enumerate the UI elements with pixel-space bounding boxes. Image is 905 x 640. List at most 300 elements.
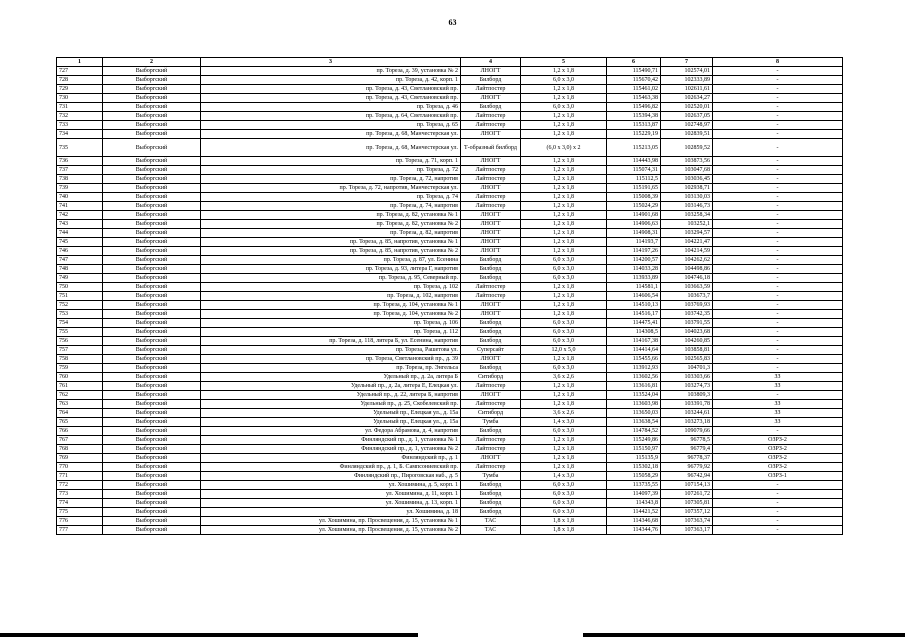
address-cell: пр. Тореза, д. 118, литера Б, ул. Есенина, напротив: [201, 337, 461, 346]
size-cell: 3,6 x 2,6: [521, 409, 607, 418]
size-cell: 6,0 x 3,0: [521, 490, 607, 499]
size-cell: 1,2 x 1,8: [521, 121, 607, 130]
size-cell: 1,2 x 1,8: [521, 166, 607, 175]
size-cell: 1,4 x 3,0: [521, 418, 607, 427]
size-cell: 6,0 x 3,0: [521, 427, 607, 436]
zone-cell: -: [713, 175, 843, 184]
district-cell: Выборгский: [103, 508, 201, 517]
row-number: 767: [57, 436, 103, 445]
structure-type-cell: Лайтпостер: [461, 382, 521, 391]
table-row: [57, 130, 843, 139]
structure-type-cell: Т-образный билборд: [461, 139, 521, 157]
page-number: 63: [448, 18, 457, 27]
zone-cell: -: [713, 256, 843, 265]
zone-cell: -: [713, 85, 843, 94]
district-cell: Выборгский: [103, 400, 201, 409]
district-cell: Выборгский: [103, 427, 201, 436]
table-row: [57, 202, 843, 211]
structure-type-cell: ЛНОГТ: [461, 247, 521, 256]
structure-type-cell: Лайтпостер: [461, 400, 521, 409]
coord-y-cell: 103769,93: [661, 301, 713, 310]
coord-y-cell: 103873,56: [661, 157, 713, 166]
district-cell: Выборгский: [103, 328, 201, 337]
structure-type-cell: Ситиборд: [461, 409, 521, 418]
coord-y-cell: 104214,59: [661, 247, 713, 256]
zone-cell: -: [713, 229, 843, 238]
size-cell: 1,8 x 1,8: [521, 517, 607, 526]
size-cell: 1,2 x 1,8: [521, 355, 607, 364]
table-row: [57, 112, 843, 121]
size-cell: 1,2 x 1,8: [521, 67, 607, 76]
coord-x-cell: 114167,38: [607, 337, 661, 346]
structure-type-cell: ЛНОГТ: [461, 67, 521, 76]
table-body: [57, 67, 843, 535]
coord-x-cell: 114901,68: [607, 211, 661, 220]
coord-x-cell: 115058,29: [607, 472, 661, 481]
district-cell: Выборгский: [103, 67, 201, 76]
zone-cell: -: [713, 247, 843, 256]
zone-cell: -: [713, 211, 843, 220]
size-cell: 12,0 x 5,0: [521, 346, 607, 355]
size-cell: 1,2 x 1,8: [521, 292, 607, 301]
row-number: 771: [57, 472, 103, 481]
district-cell: Выборгский: [103, 202, 201, 211]
size-cell: 1,2 x 1,8: [521, 391, 607, 400]
zone-cell: -: [713, 274, 843, 283]
coord-y-cell: 96779,92: [661, 463, 713, 472]
zone-cell: -: [713, 364, 843, 373]
table-row: [57, 157, 843, 166]
zone-cell: ЗЗ: [713, 409, 843, 418]
address-cell: пр. Тореза, д. 82, напротив: [201, 229, 461, 238]
zone-cell: ЗЗ: [713, 418, 843, 427]
table-row: [57, 481, 843, 490]
coord-y-cell: 96779,4: [661, 445, 713, 454]
zone-cell: -: [713, 490, 843, 499]
address-cell: ул. Хошимина, д. 18: [201, 508, 461, 517]
district-cell: Выборгский: [103, 211, 201, 220]
scan-edge-bar-right: [583, 633, 905, 637]
coord-x-cell: 114581,1: [607, 283, 661, 292]
size-cell: 6,0 x 3,0: [521, 328, 607, 337]
row-number: 755: [57, 328, 103, 337]
address-cell: пр. Тореза, д. 102, напротив: [201, 292, 461, 301]
row-number: 754: [57, 319, 103, 328]
row-number: 737: [57, 166, 103, 175]
structure-type-cell: Суперсайт: [461, 346, 521, 355]
table-row: [57, 328, 843, 337]
coord-y-cell: 107261,72: [661, 490, 713, 499]
size-cell: 1,2 x 1,8: [521, 211, 607, 220]
zone-cell: -: [713, 157, 843, 166]
coord-x-cell: 114200,57: [607, 256, 661, 265]
zone-cell: ЗЗ: [713, 382, 843, 391]
coord-x-cell: 115229,19: [607, 130, 661, 139]
coord-x-cell: 113524,04: [607, 391, 661, 400]
coord-x-cell: 114443,98: [607, 157, 661, 166]
address-cell: Финляндский пр., д. 1, Б. Сампсониевский пр.: [201, 463, 461, 472]
table-row: [57, 373, 843, 382]
zone-cell: -: [713, 517, 843, 526]
address-cell: пр. Тореза, д. 39, установка № 2: [201, 67, 461, 76]
coord-x-cell: 113603,98: [607, 400, 661, 409]
coord-x-cell: 113912,93: [607, 364, 661, 373]
coord-y-cell: 102574,01: [661, 67, 713, 76]
coord-y-cell: 96778,5: [661, 436, 713, 445]
coord-x-cell: 113602,56: [607, 373, 661, 382]
table-row: [57, 409, 843, 418]
structure-type-cell: ЛНОГТ: [461, 157, 521, 166]
size-cell: 1,2 x 1,8: [521, 463, 607, 472]
coord-x-cell: 115461,02: [607, 85, 661, 94]
table-row: [57, 310, 843, 319]
address-cell: пр. Тореза, д. 43, Светлановский пр.: [201, 85, 461, 94]
structure-type-cell: ЛНОГТ: [461, 301, 521, 310]
address-cell: Финляндский пр., д. 1, установка № 1: [201, 436, 461, 445]
address-cell: пр. Тореза, д. 112: [201, 328, 461, 337]
coord-y-cell: 107357,12: [661, 508, 713, 517]
coord-y-cell: 102565,83: [661, 355, 713, 364]
table-row: [57, 526, 843, 535]
coord-x-cell: 115213,05: [607, 139, 661, 157]
table-row: [57, 85, 843, 94]
size-cell: 1,2 x 1,8: [521, 94, 607, 103]
coord-x-cell: 115670,42: [607, 76, 661, 85]
district-cell: Выборгский: [103, 481, 201, 490]
structure-type-cell: Билборд: [461, 508, 521, 517]
district-cell: Выборгский: [103, 238, 201, 247]
coord-x-cell: 115008,39: [607, 193, 661, 202]
address-cell: Удельный пр., д. 2а, литера Е, Елецкая ул.: [201, 382, 461, 391]
zone-cell: -: [713, 121, 843, 130]
structure-type-cell: ЛНОГТ: [461, 94, 521, 103]
coord-y-cell: 103146,73: [661, 202, 713, 211]
district-cell: Выборгский: [103, 409, 201, 418]
size-cell: 6,0 x 3,0: [521, 256, 607, 265]
table-row: [57, 67, 843, 76]
row-number: 736: [57, 157, 103, 166]
table-row: [57, 193, 843, 202]
coord-y-cell: 103274,73: [661, 382, 713, 391]
address-cell: Удельный пр., Елецкая ул., д. 15а: [201, 418, 461, 427]
size-cell: 1,2 x 1,8: [521, 229, 607, 238]
coord-y-cell: 104221,47: [661, 238, 713, 247]
row-number: 732: [57, 112, 103, 121]
address-cell: ул. Хошимина, д. 11, корп. 1: [201, 490, 461, 499]
address-cell: пр. Тореза, д. 68, Манчестерская ул.: [201, 130, 461, 139]
size-cell: 1,2 x 1,8: [521, 382, 607, 391]
row-number: 762: [57, 391, 103, 400]
table-row: [57, 319, 843, 328]
address-cell: пр. Тореза, д. 68, Манчестерская ул.: [201, 139, 461, 157]
address-cell: пр. Тореза, д. 42, корп. 1: [201, 76, 461, 85]
district-cell: Выборгский: [103, 319, 201, 328]
row-number: 742: [57, 211, 103, 220]
zone-cell: -: [713, 301, 843, 310]
column-header: 5: [521, 58, 607, 67]
row-number: 747: [57, 256, 103, 265]
zone-cell: ОЗРЗ-2: [713, 436, 843, 445]
coord-x-cell: 114343,8: [607, 499, 661, 508]
structure-type-cell: Лайтпостер: [461, 121, 521, 130]
coord-x-cell: 114516,17: [607, 310, 661, 319]
table-row: [57, 139, 843, 157]
zone-cell: -: [713, 337, 843, 346]
size-cell: 1,2 x 1,8: [521, 112, 607, 121]
table-row: [57, 292, 843, 301]
table-row: [57, 301, 843, 310]
coord-x-cell: 113616,81: [607, 382, 661, 391]
structure-type-cell: Билборд: [461, 76, 521, 85]
zone-cell: -: [713, 481, 843, 490]
row-number: 743: [57, 220, 103, 229]
district-cell: Выборгский: [103, 499, 201, 508]
coord-y-cell: 103809,3: [661, 391, 713, 400]
structure-type-cell: Билборд: [461, 103, 521, 112]
size-cell: 6,0 x 3,0: [521, 364, 607, 373]
size-cell: 1,2 x 1,8: [521, 283, 607, 292]
row-number: 763: [57, 400, 103, 409]
row-number: 741: [57, 202, 103, 211]
structure-type-cell: Билборд: [461, 274, 521, 283]
coord-x-cell: 114908,31: [607, 229, 661, 238]
coord-y-cell: 96778,37: [661, 454, 713, 463]
table-row: [57, 220, 843, 229]
address-cell: пр. Тореза, д. 104, установка № 2: [201, 310, 461, 319]
structure-type-cell: Билборд: [461, 337, 521, 346]
coord-x-cell: 115150,97: [607, 445, 661, 454]
address-cell: Финляндский пр., Пироговская наб., д. 5: [201, 472, 461, 481]
table-row: [57, 499, 843, 508]
structure-type-cell: ЛНОГТ: [461, 355, 521, 364]
address-cell: пр. Тореза, д. 82, установка № 2: [201, 220, 461, 229]
coord-y-cell: 107363,74: [661, 517, 713, 526]
row-number: 776: [57, 517, 103, 526]
address-cell: пр. Тореза, д. 43, Светлановский пр.: [201, 94, 461, 103]
coord-x-cell: 114510,13: [607, 301, 661, 310]
table-row: [57, 454, 843, 463]
table-row: [57, 166, 843, 175]
coord-x-cell: 115191,65: [607, 184, 661, 193]
address-cell: пр. Тореза, д. 72, напротив: [201, 175, 461, 184]
district-cell: Выборгский: [103, 166, 201, 175]
row-number: 727: [57, 67, 103, 76]
row-number: 773: [57, 490, 103, 499]
address-cell: ул. Хошимина, д. 13, корп. 1: [201, 499, 461, 508]
size-cell: 1,2 x 1,8: [521, 238, 607, 247]
address-cell: Удельный пр., д. 22, литера Б, напротив: [201, 391, 461, 400]
row-number: 769: [57, 454, 103, 463]
zone-cell: -: [713, 67, 843, 76]
coord-y-cell: 102520,01: [661, 103, 713, 112]
size-cell: 1,2 x 1,8: [521, 247, 607, 256]
coord-x-cell: 114906,63: [607, 220, 661, 229]
table-row: [57, 418, 843, 427]
coord-x-cell: 114097,39: [607, 490, 661, 499]
structure-type-cell: ЛНОГТ: [461, 454, 521, 463]
coord-x-cell: 115455,66: [607, 355, 661, 364]
structure-type-cell: Билборд: [461, 499, 521, 508]
address-cell: пр. Тореза, Светлановский пр., д. 39: [201, 355, 461, 364]
size-cell: 6,0 x 3,0: [521, 76, 607, 85]
table-row: [57, 121, 843, 130]
size-cell: 1,2 x 1,8: [521, 454, 607, 463]
coord-x-cell: 114606,54: [607, 292, 661, 301]
table-row: [57, 355, 843, 364]
column-header: 3: [201, 58, 461, 67]
size-cell: 6,0 x 3,0: [521, 274, 607, 283]
table-row: [57, 265, 843, 274]
column-header: 4: [461, 58, 521, 67]
size-cell: 1,2 x 1,8: [521, 130, 607, 139]
coord-y-cell: 103742,35: [661, 310, 713, 319]
row-number: 774: [57, 499, 103, 508]
coord-x-cell: 115135,9: [607, 454, 661, 463]
row-number: 761: [57, 382, 103, 391]
row-number: 733: [57, 121, 103, 130]
coord-x-cell: 114784,52: [607, 427, 661, 436]
row-number: 765: [57, 418, 103, 427]
table-row: [57, 472, 843, 481]
row-number: 757: [57, 346, 103, 355]
zone-cell: ОЗРЗ-2: [713, 445, 843, 454]
table-row: [57, 283, 843, 292]
zone-cell: -: [713, 112, 843, 121]
coord-y-cell: 103252,1: [661, 220, 713, 229]
header-row: [57, 58, 843, 67]
coord-y-cell: 103294,57: [661, 229, 713, 238]
coord-y-cell: 102611,61: [661, 85, 713, 94]
coord-y-cell: 103391,78: [661, 400, 713, 409]
size-cell: 1,2 x 1,8: [521, 400, 607, 409]
coord-x-cell: 114475,41: [607, 319, 661, 328]
structure-type-cell: Лайтпостер: [461, 166, 521, 175]
size-cell: 6,0 x 3,0: [521, 103, 607, 112]
coord-x-cell: 114346,68: [607, 517, 661, 526]
zone-cell: -: [713, 499, 843, 508]
table-row: [57, 274, 843, 283]
row-number: 775: [57, 508, 103, 517]
size-cell: 1,2 x 1,8: [521, 175, 607, 184]
district-cell: Выборгский: [103, 292, 201, 301]
address-cell: пр. Тореза, д. 102: [201, 283, 461, 292]
address-cell: Удельный пр., д. 2а, литера Б: [201, 373, 461, 382]
zone-cell: -: [713, 103, 843, 112]
row-number: 777: [57, 526, 103, 535]
size-cell: 1,2 x 1,8: [521, 202, 607, 211]
district-cell: Выборгский: [103, 436, 201, 445]
zone-cell: -: [713, 427, 843, 436]
structure-type-cell: Лайтпостер: [461, 445, 521, 454]
table-row: [57, 211, 843, 220]
coord-y-cell: 103036,45: [661, 175, 713, 184]
coord-y-cell: 107154,13: [661, 481, 713, 490]
zone-cell: -: [713, 283, 843, 292]
structure-type-cell: ТАС: [461, 526, 521, 535]
row-number: 745: [57, 238, 103, 247]
row-number: 735: [57, 139, 103, 157]
zone-cell: -: [713, 328, 843, 337]
size-cell: 1,2 x 1,8: [521, 445, 607, 454]
address-cell: Удельный пр., Елецкая ул., д. 15а: [201, 409, 461, 418]
zone-cell: ЗЗ: [713, 373, 843, 382]
structure-type-cell: ЛНОГТ: [461, 310, 521, 319]
coord-x-cell: 113735,55: [607, 481, 661, 490]
coord-y-cell: 96742,94: [661, 472, 713, 481]
structure-type-cell: Билборд: [461, 256, 521, 265]
coord-x-cell: 114308,5: [607, 328, 661, 337]
row-number: 738: [57, 175, 103, 184]
table-row: [57, 463, 843, 472]
row-number: 772: [57, 481, 103, 490]
row-number: 760: [57, 373, 103, 382]
coord-y-cell: 103244,61: [661, 409, 713, 418]
structure-type-cell: ЛНОГТ: [461, 391, 521, 400]
coord-x-cell: 113638,54: [607, 418, 661, 427]
district-cell: Выборгский: [103, 337, 201, 346]
zone-cell: -: [713, 310, 843, 319]
coord-y-cell: 103673,7: [661, 292, 713, 301]
district-cell: Выборгский: [103, 220, 201, 229]
zone-cell: -: [713, 346, 843, 355]
district-cell: Выборгский: [103, 274, 201, 283]
size-cell: 6,0 x 3,0: [521, 508, 607, 517]
table-row: [57, 400, 843, 409]
coord-x-cell: 114193,7: [607, 238, 661, 247]
structure-type-cell: Лайтпостер: [461, 193, 521, 202]
structure-type-cell: Тумба: [461, 418, 521, 427]
address-cell: ул. Хошимина, д. 5, корп. 1: [201, 481, 461, 490]
zone-cell: -: [713, 355, 843, 364]
structure-type-cell: Билборд: [461, 265, 521, 274]
zone-cell: -: [713, 508, 843, 517]
address-cell: пр. Тореза, Рашетова ул.: [201, 346, 461, 355]
row-number: 770: [57, 463, 103, 472]
district-cell: Выборгский: [103, 517, 201, 526]
coord-y-cell: 103047,68: [661, 166, 713, 175]
address-cell: пр. Тореза, д. 93, литера Г, напротив: [201, 265, 461, 274]
district-cell: Выборгский: [103, 391, 201, 400]
coord-y-cell: 104498,86: [661, 265, 713, 274]
table-row: [57, 346, 843, 355]
address-cell: пр. Тореза, пр. Энгельса: [201, 364, 461, 373]
table-row: [57, 436, 843, 445]
address-cell: пр. Тореза, д. 64, Светлановский пр.: [201, 112, 461, 121]
structure-type-cell: Билборд: [461, 319, 521, 328]
column-header: 6: [607, 58, 661, 67]
coord-y-cell: 102938,71: [661, 184, 713, 193]
coord-y-cell: 107363,17: [661, 526, 713, 535]
address-cell: пр. Тореза, д. 46: [201, 103, 461, 112]
table-row: [57, 94, 843, 103]
table-row: [57, 229, 843, 238]
address-cell: ул. Хошимина, пр. Просвещения, д. 15, установка № 2: [201, 526, 461, 535]
address-cell: пр. Тореза, д. 82, установка № 1: [201, 211, 461, 220]
zone-cell: -: [713, 319, 843, 328]
district-cell: Выборгский: [103, 463, 201, 472]
structure-type-cell: ЛНОГТ: [461, 211, 521, 220]
table-row: [57, 364, 843, 373]
district-cell: Выборгский: [103, 373, 201, 382]
coord-x-cell: 114197,26: [607, 247, 661, 256]
coord-x-cell: 115074,31: [607, 166, 661, 175]
structure-type-cell: Лайтпостер: [461, 112, 521, 121]
coord-y-cell: 104262,62: [661, 256, 713, 265]
column-header: 2: [103, 58, 201, 67]
district-cell: Выборгский: [103, 76, 201, 85]
coord-y-cell: 102859,52: [661, 139, 713, 157]
table-row: [57, 76, 843, 85]
